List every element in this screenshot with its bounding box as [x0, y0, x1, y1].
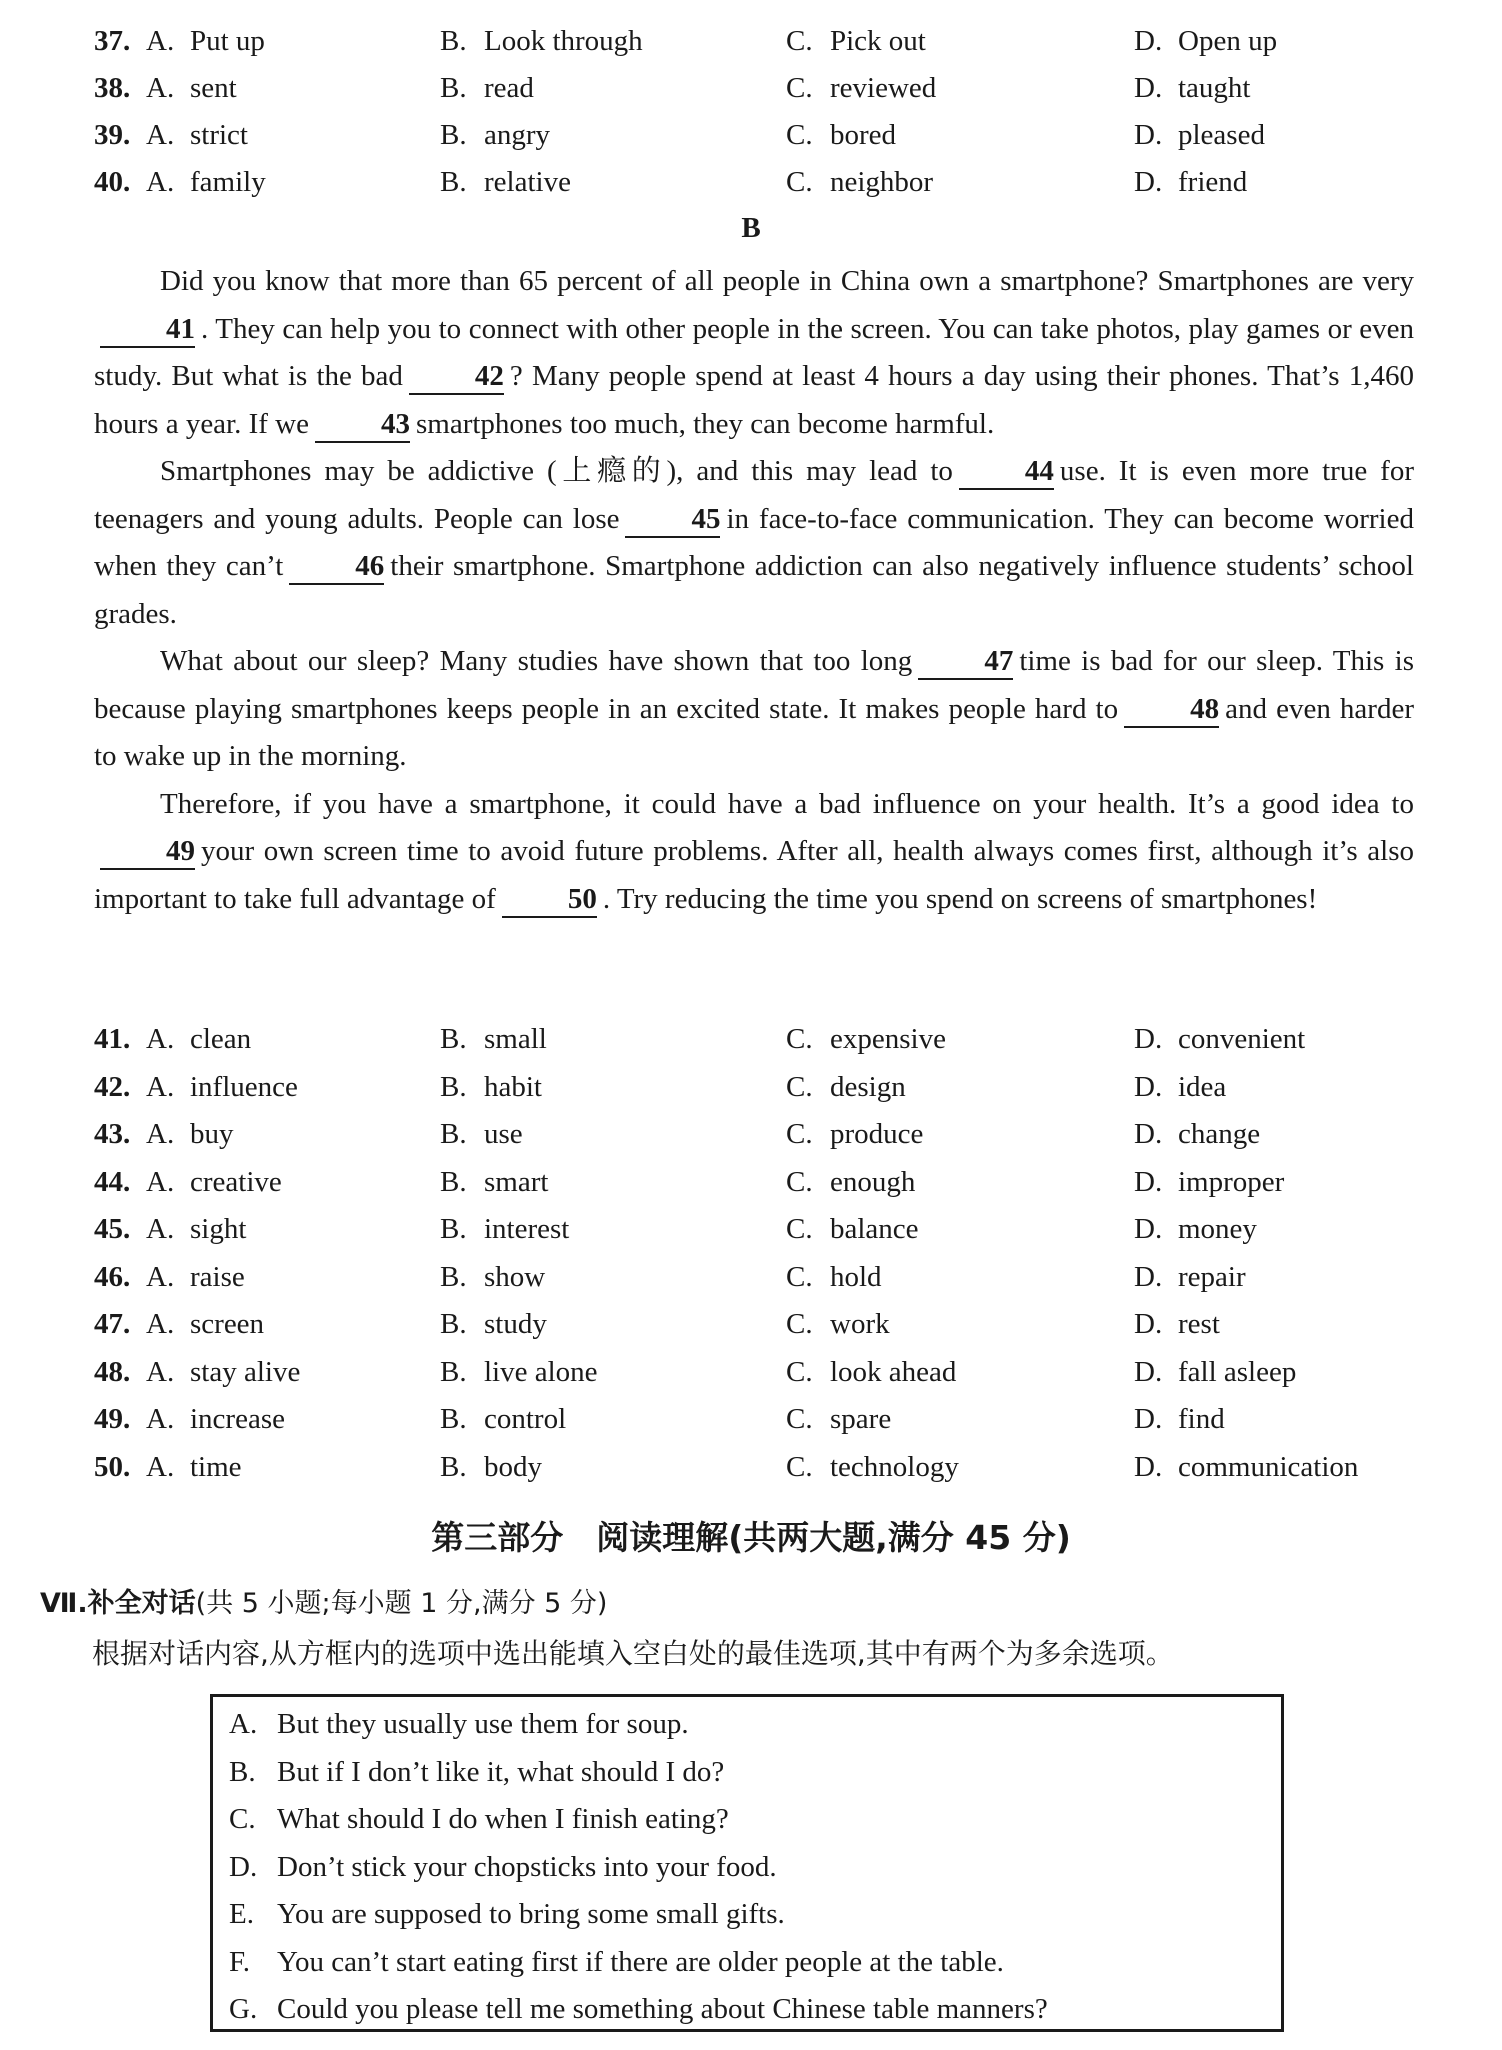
- question-row: [94, 1349, 1424, 1395]
- option-c: C. work: [786, 1308, 890, 1340]
- option-d: D. change: [1134, 1118, 1261, 1150]
- blank-46: 46: [289, 549, 384, 585]
- box-option-f: F. You can’t start eating first if there are older people at the table.: [229, 1945, 1004, 1978]
- option-c: C. hold: [786, 1260, 882, 1293]
- option-c: C. neighbor: [786, 166, 934, 198]
- option-a: A. buy: [146, 1118, 234, 1150]
- blank-42: 42: [409, 359, 504, 395]
- section7-instruction: 根据对话内容,从方框内的选项中选出能填入空白处的最佳选项,其中有两个为多余选项。: [92, 1637, 1174, 1670]
- question-number: 39.: [94, 119, 131, 151]
- option-a: A. strict: [146, 119, 248, 151]
- section7-roman: Ⅶ.: [40, 1588, 88, 1619]
- question-number: 48.: [94, 1355, 131, 1388]
- question-row: [94, 1254, 1424, 1300]
- blank-47: 47: [918, 644, 1013, 680]
- question-row: [94, 1301, 1424, 1347]
- option-d: D. rest: [1134, 1308, 1220, 1340]
- blank-45: 45: [625, 502, 720, 538]
- question-row: [94, 1396, 1424, 1442]
- option-c: C. reviewed: [786, 72, 937, 104]
- option-b: B. interest: [440, 1213, 570, 1245]
- blank-41: 41: [100, 312, 195, 348]
- option-b: B. live alone: [440, 1355, 598, 1388]
- question-number: 45.: [94, 1213, 131, 1245]
- option-b: B. Look through: [440, 25, 643, 57]
- option-c: C. expensive: [786, 1023, 946, 1055]
- question-row: [94, 1159, 1424, 1205]
- question-number: 49.: [94, 1403, 131, 1435]
- question-number: 42.: [94, 1070, 131, 1103]
- option-b: B. smart: [440, 1165, 549, 1198]
- option-b: B. use: [440, 1118, 523, 1150]
- section7-title: 补全对话: [87, 1588, 196, 1619]
- option-d: D. Open up: [1134, 25, 1278, 57]
- option-c: C. enough: [786, 1165, 916, 1198]
- part3-title: 第三部分 阅读理解(共两大题,满分 45 分): [431, 1518, 1071, 1557]
- option-d: D. convenient: [1134, 1023, 1306, 1055]
- option-d: D. friend: [1134, 166, 1248, 198]
- option-b: B. body: [440, 1450, 542, 1483]
- option-a: A. creative: [146, 1165, 282, 1198]
- question-row: [94, 1064, 1424, 1110]
- option-b: B. habit: [440, 1070, 542, 1103]
- option-c: C. bored: [786, 119, 897, 151]
- question-number: 37.: [94, 25, 131, 57]
- section-b-title: B: [741, 212, 761, 244]
- section7-heading: [40, 1584, 607, 1624]
- question-number: 38.: [94, 72, 131, 104]
- paragraph-4: Therefore, if you have a smartphone, it could have a bad influence on your health. It’s a good idea to49 your own screen time to avoid future problems. After all, health always comes first, although it’s also important to take full advantage of 50 . Try reducing the time you spend on screens of smartphones!: [94, 781, 1414, 924]
- option-a: A. family: [146, 166, 266, 198]
- paragraph-2: Smartphones may be addictive (上瘾的), and this may lead to 44 use. It is even more true for teenagers and young adults. People can lose 45 in face-to-face communication. They can become worried when they can’t 46 their smartphone. Smartphone addiction can also negatively influence students’ school grades.: [94, 455, 1414, 630]
- question-37-row: [94, 18, 1424, 64]
- question-38-row: [94, 65, 1424, 111]
- blank-48: 48: [1124, 692, 1219, 728]
- question-number: 40.: [94, 166, 131, 198]
- question-number: 44.: [94, 1165, 131, 1198]
- option-a: A. sight: [146, 1213, 247, 1245]
- option-c: C. balance: [786, 1213, 919, 1245]
- option-c: C. design: [786, 1070, 906, 1103]
- option-b: B. study: [440, 1308, 547, 1340]
- option-b: B. relative: [440, 166, 571, 198]
- option-c: C. technology: [786, 1450, 959, 1483]
- question-row: [94, 1444, 1424, 1490]
- blank-43: 43: [315, 407, 410, 443]
- option-d: D. pleased: [1134, 119, 1265, 151]
- box-option-c: C. What should I do when I finish eating?: [229, 1803, 729, 1835]
- option-a: A. stay alive: [146, 1355, 301, 1388]
- option-a: A. Put up: [146, 25, 265, 57]
- option-d: D. communication: [1134, 1450, 1359, 1483]
- option-d: D. money: [1134, 1213, 1257, 1245]
- question-number: 50.: [94, 1450, 131, 1483]
- option-a: A. screen: [146, 1308, 265, 1340]
- paragraph-3: What about our sleep? Many studies have shown that too long 47 time is bad for our sleep. This is because playing smartphones keeps people in an excited state. It makes people hard to 48 and even harder to wake up in the morning.: [94, 645, 1414, 772]
- option-b: B. show: [440, 1260, 546, 1293]
- box-option-d: D. Don’t stick your chopsticks into your food.: [229, 1850, 777, 1883]
- option-d: D. idea: [1134, 1070, 1227, 1103]
- question-row: [94, 1111, 1424, 1157]
- section7-detail: (共 5 小题;每小题 1 分,满分 5 分): [195, 1588, 608, 1619]
- option-c: C. look ahead: [786, 1355, 957, 1388]
- box-option-a: A. But they usually use them for soup.: [229, 1708, 689, 1740]
- paragraph-1: Did you know that more than 65 percent of all people in China own a smartphone? Smartphones are very41 . They can help you to connect with other people in the screen. You can take photos, play games or even study. But what is the bad 42 ? Many people spend at least 4 hours a day using their phones. That’s 1,460 hours a year. If we 43 smartphones too much, they can become harmful.: [94, 258, 1414, 448]
- option-b: B. control: [440, 1403, 567, 1435]
- option-c: C. produce: [786, 1118, 924, 1150]
- option-c: C. Pick out: [786, 25, 926, 57]
- option-a: A. sent: [146, 72, 237, 104]
- option-d: D. fall asleep: [1134, 1355, 1297, 1388]
- option-b: B. angry: [440, 119, 551, 151]
- option-d: D. taught: [1134, 72, 1251, 104]
- option-a: A. influence: [146, 1070, 298, 1103]
- question-40-row: [94, 159, 1424, 205]
- question-row: [94, 1016, 1424, 1062]
- option-a: A. increase: [146, 1403, 285, 1435]
- options-box: [210, 1694, 1284, 2032]
- question-39-row: [94, 112, 1424, 158]
- blank-49: 49: [100, 834, 195, 870]
- question-row: [94, 1206, 1424, 1252]
- option-a: A. time: [146, 1450, 242, 1483]
- question-number: 46.: [94, 1260, 131, 1293]
- option-b: B. small: [440, 1023, 547, 1055]
- box-option-g: G. Could you please tell me something about Chinese table manners?: [229, 1993, 1048, 2025]
- cloze-passage: [94, 258, 1414, 923]
- question-number: 41.: [94, 1023, 131, 1055]
- option-a: A. clean: [146, 1023, 252, 1055]
- blank-44: 44: [959, 454, 1054, 490]
- option-c: C. spare: [786, 1403, 892, 1435]
- option-b: B. read: [440, 72, 534, 104]
- box-option-e: E. You are supposed to bring some small gifts.: [229, 1898, 785, 1930]
- blank-50: 50: [502, 882, 597, 918]
- question-number: 47.: [94, 1308, 131, 1340]
- option-d: D. improper: [1134, 1165, 1285, 1198]
- box-option-b: B. But if I don’t like it, what should I do?: [229, 1755, 725, 1788]
- question-number: 43.: [94, 1118, 131, 1150]
- option-d: D. find: [1134, 1403, 1225, 1435]
- option-a: A. raise: [146, 1260, 245, 1293]
- option-d: D. repair: [1134, 1260, 1246, 1293]
